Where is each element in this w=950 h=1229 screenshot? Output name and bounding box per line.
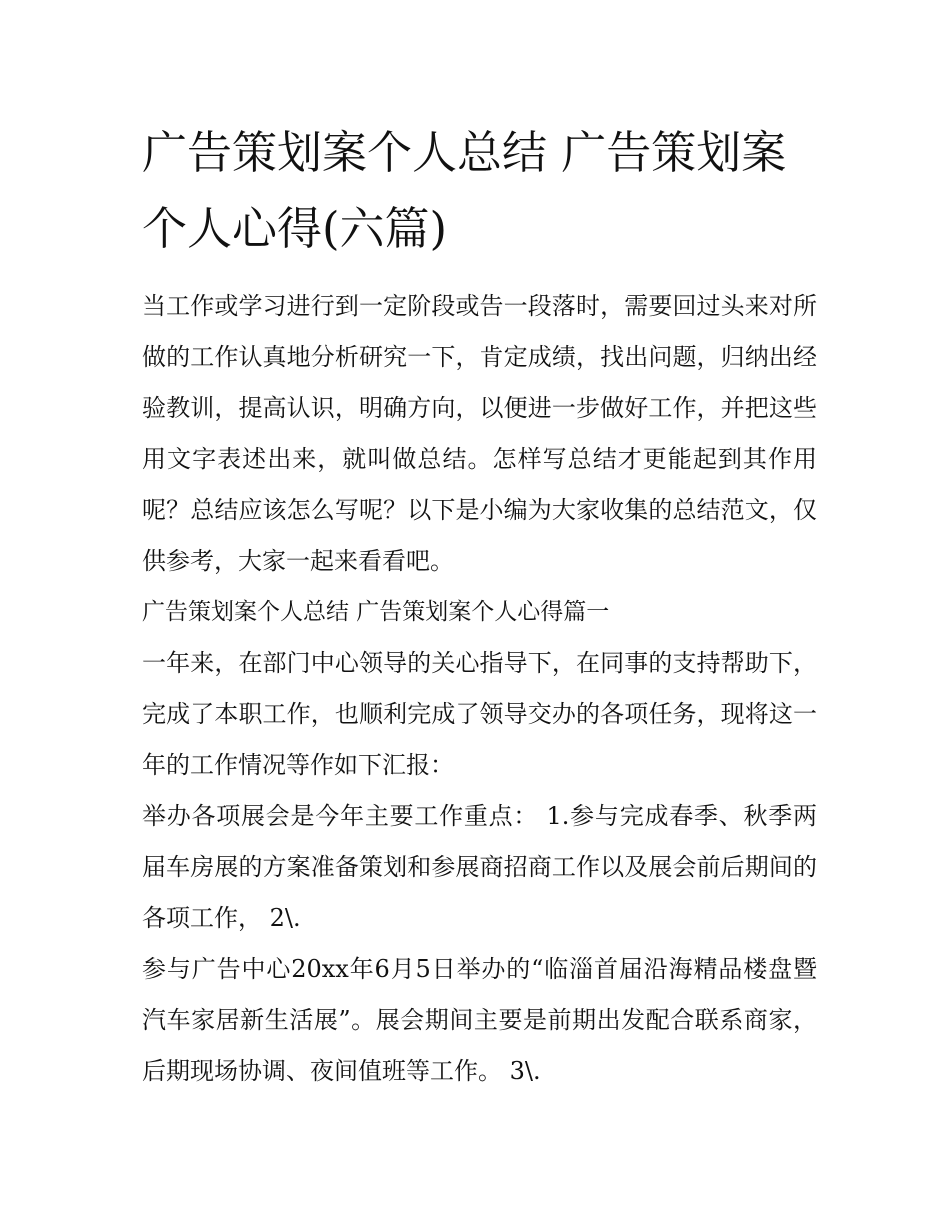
body-paragraph: 举办各项展会是今年主要工作重点： 1.参与完成春季、秋季两届车房展的方案准备策划和参展商招商工作以及展会前后期间的各项工作， 2\. bbox=[142, 802, 817, 932]
document-body bbox=[142, 115, 817, 1097]
document-title: 广告策划案个人总结 广告策划案个人心得(六篇) bbox=[142, 126, 787, 255]
section-heading: 广告策划案个人总结 广告策划案个人心得篇一 bbox=[142, 599, 610, 625]
body-paragraph: 一年来，在部门中心领导的关心指导下，在同事的支持帮助下，完成了本职工作，也顺利完成了领导交办的各项任务，现将这一年的工作情况等作如下汇报： bbox=[142, 649, 817, 779]
body-paragraph: 参与广告中心20xx年6月5日举办的“临淄首届沿海精品楼盘暨汽车家居新生活展”。展会期间主要是前期出发配合联系商家，后期现场协调、夜间值班等工作。 3\. bbox=[142, 955, 817, 1085]
intro-paragraph: 当工作或学习进行到一定阶段或告一段落时，需要回过头来对所做的工作认真地分析研究一下，肯定成绩，找出问题，归纳出经验教训，提高认识，明确方向，以便进一步做好工作，并把这些用文字表述出来，就叫做总结。怎样写总结才更能起到其作用呢？总结应该怎么写呢？以下是小编为大家收集的总结范文，仅供参考，大家一起来看看吧。 bbox=[142, 292, 817, 575]
